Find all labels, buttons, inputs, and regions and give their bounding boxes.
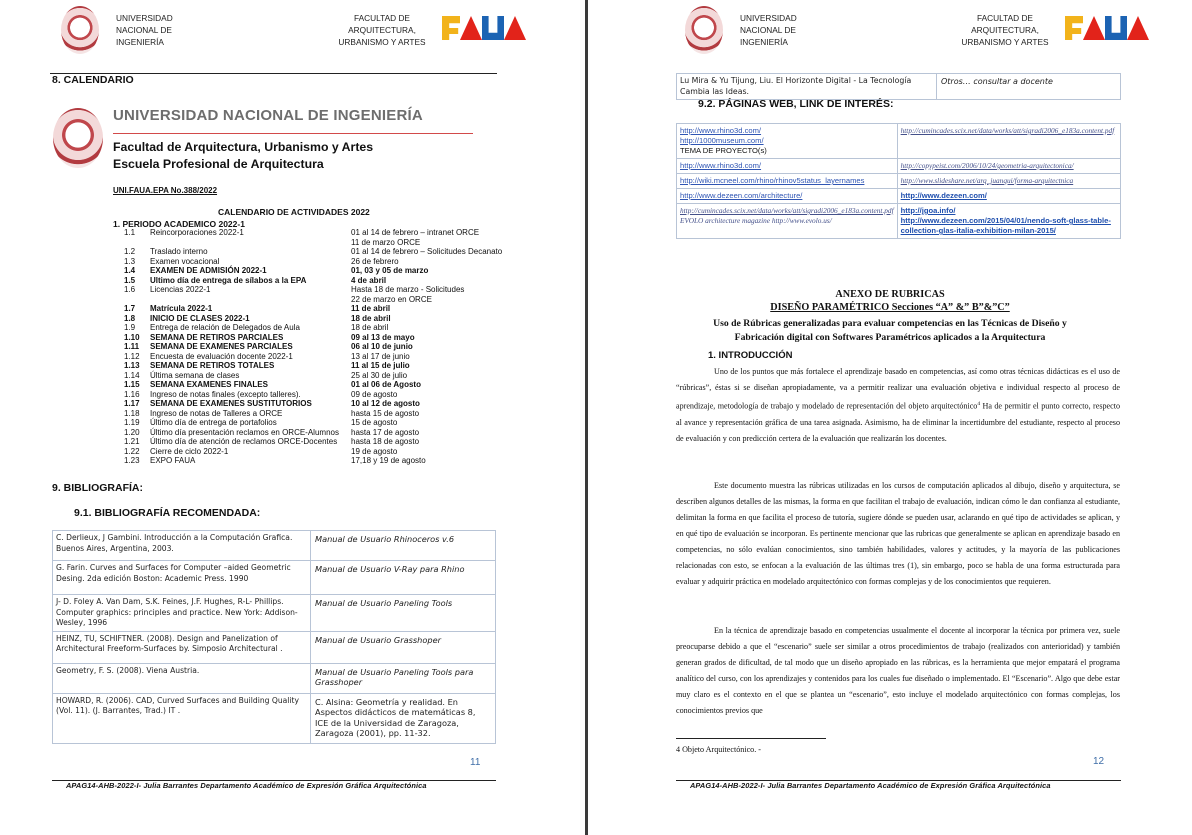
calendar-row-date: 15 de agosto (351, 418, 398, 427)
calendar-row (124, 352, 514, 362)
bibliography-manual: C. Alsina: Geometría y realidad. En Aspectos didácticos de matemáticas 8, ICE de la Universidad de Zaragoza, Zaragoza (2001), pp. 11-32. (311, 693, 496, 743)
calendar-row-number: 1.11 (124, 342, 140, 351)
web-link[interactable]: http://cumincades.scix.net/data/works/att/sigradi2006_e183a.content.pdf (900, 126, 1115, 135)
calendar-row-number: 1.10 (124, 332, 140, 342)
calendar-row-activity: Reincorporaciones 2022-1 (150, 228, 244, 237)
calendar-row-date: 01 al 14 de febrero – Solicitudes Decanato (351, 247, 503, 256)
section-web-links-heading: 9.2. PÁGINAS WEB, LINK DE INTERÉS: (698, 98, 894, 110)
calendar-row-number: 1.9 (124, 323, 136, 332)
calendar-row-activity: Encuesta de evaluación docente 2022-1 (150, 351, 293, 361)
header-university-line: INGENIERÍA (740, 37, 788, 47)
bibliography-entry: HEINZ, TU, SCHIFTNER. (2008). Design and Panelization of Architectural Freeform-Surfaces by. Simposio Architectural . (53, 631, 311, 663)
footnote-marker: 4 (977, 401, 981, 407)
header-university (740, 12, 797, 48)
calendar-row (124, 437, 514, 447)
calendar-row (124, 418, 514, 428)
page-12 (588, 0, 1192, 835)
annex-description-line: Fabricación digital con Softwares Paramétricos aplicados a la Arquitectura (734, 332, 1046, 343)
link-cell (897, 189, 1120, 204)
page-footer: APAG14-AHB-2022-I- Julia Barrantes Departamento Académico de Expresión Gráfica Arquitectónica (66, 781, 427, 790)
page-number: 12 (1093, 756, 1105, 767)
link-cell (677, 124, 898, 159)
faua-logo (442, 16, 528, 40)
section-bibliography-heading: 9. BIBLIOGRAFÍA: (52, 482, 143, 494)
calendar-row (124, 257, 514, 267)
intro-paragraph-1 (676, 364, 1120, 447)
uni-seal-logo (61, 6, 99, 54)
calendar-row-activity: Último día de entrega de portafolios (150, 418, 277, 427)
calendar-row (124, 390, 514, 400)
table-row (53, 693, 496, 743)
calendar-title: CALENDARIO DE ACTIVIDADES 2022 (218, 207, 370, 217)
calendar-row (124, 342, 514, 352)
calendar-row-number: 1.20 (124, 427, 140, 437)
calendar-university-title: UNIVERSIDAD NACIONAL DE INGENIERÍA (113, 107, 423, 124)
calendar-row (124, 228, 514, 238)
web-link[interactable]: http://jgoa.info/ (900, 206, 956, 215)
calendar-row-number: 1.8 (124, 313, 136, 323)
table-row (53, 595, 496, 632)
calendar-row-activity: Ultimo día de entrega de sílabos a la EPA (150, 275, 307, 285)
calendar-row (124, 447, 514, 457)
web-link[interactable]: http://www.rhino3d.com/ (680, 126, 762, 135)
annex-subtitle: DISEÑO PARAMÉTRICO Secciones “A” &” B”&”C” (770, 302, 1010, 313)
calendar-row-activity: SEMANA DE EXAMENES PARCIALES (150, 342, 293, 351)
calendar-row-date: 09 al 13 de mayo (351, 332, 415, 342)
calendar-row (124, 314, 514, 324)
web-link[interactable]: http://copypeist.com/2006/10/24/geometria-arquitectonica/ (900, 161, 1074, 170)
intro-paragraph-2 (676, 478, 1120, 590)
header-university (116, 12, 173, 48)
calendar-row-number: 1.23 (124, 456, 140, 465)
calendar-row-date: hasta 15 de agosto (351, 408, 420, 418)
link-cell (677, 204, 898, 239)
calendar-row (124, 399, 514, 409)
table-row (677, 159, 1121, 174)
calendar-row-activity: SEMANA DE EXAMENES SUSTITUTORIOS (150, 399, 312, 408)
calendar-row-activity: INICIO DE CLASES 2022-1 (150, 313, 250, 323)
table-row (53, 561, 496, 595)
calendar-row-date: 18 de abril (351, 313, 391, 323)
link-cell (677, 159, 898, 174)
paragraph-text: Ha de permitir el punto correcto, respecto al avance y representación gráfica de una tarea asignada. Asimismo, ha de eliminar la incertidumbre del estudiante, respecto al proceso de evaluación y con predicción certera de la evaluación que realizarán los docentes. (676, 401, 1120, 443)
calendar-faculty: Facultad de Arquitectura, Urbanismo y Artes (113, 140, 374, 154)
calendar-row-date: 01 al 06 de Agosto (351, 380, 421, 389)
calendar-row (124, 333, 514, 343)
calendar-row-number: 1.19 (124, 418, 140, 427)
calendar-resolution-number: UNI.FAUA.EPA No.388/2022 (113, 186, 218, 195)
calendar-row-activity: Matrícula 2022-1 (150, 304, 213, 313)
bibliography-table (52, 530, 496, 744)
calendar-row-date: 19 de agosto (351, 446, 398, 456)
bibliography-entry: HOWARD, R. (2006). CAD, Curved Surfaces and Building Quality (Vol. 11). (J. Barrantes, Trad.) IT . (53, 693, 311, 743)
bibliography-manual: Manual de Usuario V-Ray para Rhino (311, 561, 496, 595)
faua-logo (1065, 16, 1151, 40)
calendar-row (124, 409, 514, 419)
link-cell (897, 159, 1120, 174)
calendar-row-date: 01 al 14 de febrero – intranet ORCE (351, 228, 480, 237)
calendar-row-activity: Cierre de ciclo 2022-1 (150, 446, 229, 456)
calendar-row-date: 17,18 y 19 de agosto (351, 456, 426, 465)
web-link[interactable]: http://1000museum.com/ (680, 136, 764, 145)
page-11 (0, 0, 585, 835)
calendar-row-date: 11 al 15 de julio (351, 361, 410, 370)
calendar-row-number: 1.21 (124, 437, 140, 446)
calendar-row-activity: Traslado interno (150, 247, 208, 256)
web-link[interactable]: http://cumincades.scix.net/data/works/att/sigradi2006_e183a.content.pdf (680, 206, 894, 215)
table-row (677, 204, 1121, 239)
paragraph-text: Este documento muestra las rúbricas utilizadas en los cursos de computación aplicados al dibujo, diseño y arquitectura, se describen algunos detalles de las mismas, la forma en que facilitan el trabajo de evaluación, indican cómo le dan confianza al estudiante, delimitan la forma en que facilita el proceso de tutoría, sugiere dónde se pueden usar, aclarando en qué tipo de actividades se aplican, y en qué tipo de evaluación se incorporan. Es pertinente mencionar que las rubricas que generalmente se aplican en aprendizaje basado en competencias, no sólo evalúan conocimientos, sino también habilidades, valores y actitudes, y la mayoría de las publicaciones relacionadas con esto, se enfocan a la evaluación de las últimas tres (1), sin embargo, poco se habla de una forma estructurada para evaluar y adquirir práctica en modelado arquitectónico con formas complejas y de los conocimientos que requieren. (676, 481, 1120, 586)
calendar-row (124, 266, 514, 276)
calendar-row-number: 1.16 (124, 389, 140, 399)
calendar-row-number: 1.1 (124, 228, 136, 237)
calendar-row (124, 371, 514, 381)
page-footer: APAG14-AHB-2022-I- Julia Barrantes Departamento Académico de Expresión Gráfica Arquitectónica (690, 781, 1051, 790)
intro-paragraph-3 (676, 623, 1120, 719)
calendar-row-number: 1.14 (124, 370, 140, 380)
uni-seal-logo-large (53, 108, 103, 168)
link-cell (677, 189, 898, 204)
calendar-period: 1. PERIODO ACADEMICO 2022-1 (113, 219, 245, 229)
section-calendar-heading: 8. CALENDARIO (52, 74, 134, 86)
web-link[interactable]: http://www.slideshare.net/arq_juanqui/forma-arquitectnica (900, 176, 1074, 185)
bibliography-continued-table (676, 73, 1121, 100)
header-faculty-line: ARQUITECTURA, (348, 25, 416, 35)
link-cell (677, 174, 898, 189)
link-cell (897, 174, 1120, 189)
calendar-row-number: 1.7 (124, 304, 136, 313)
calendar-row-number: 1.13 (124, 361, 140, 370)
calendar-row (124, 295, 514, 305)
calendar-row-number: 1.15 (124, 380, 140, 389)
header-faculty (327, 12, 437, 48)
header-faculty-line: FACULTAD DE (354, 13, 410, 23)
web-link[interactable]: http://www.dezeen.com/2015/04/01/nendo-soft-glass-table-collection-glas-italia-exhibition-milan-2015/ (900, 216, 1111, 235)
calendar-row-activity: SEMANA DE RETIROS PARCIALES (150, 332, 284, 342)
header-university-line: INGENIERÍA (116, 37, 164, 47)
calendar-row-activity: SEMANA DE RETIROS TOTALES (150, 361, 275, 370)
calendar-row-date: 01, 03 y 05 de marzo (351, 266, 429, 275)
calendar-row (124, 380, 514, 390)
bibliography-entry: Lu Mira & Yu Tijung, Liu. El Horizonte Digital - La Tecnología Cambia las Ideas. (677, 74, 937, 100)
bibliography-entry: Geometry, F. S. (2008). Viena Austria. (53, 663, 311, 693)
calendar-row-date: 11 de abril (351, 304, 391, 313)
intro-heading: 1. INTRODUCCIÓN (708, 350, 793, 361)
calendar-row-date: 18 de abril (351, 323, 389, 332)
calendar-row-date: 25 al 30 de julio (351, 370, 408, 380)
calendar-row-date: 10 al 12 de agosto (351, 399, 420, 408)
page-number: 11 (470, 757, 481, 768)
paragraph-text: Uno de los puntos que más fortalece el aprendizaje basado en competencias, así como otras técnicas didácticas es el uso de “rúbricas”, éstas si se diseñan apropiadamente, va a permitir realizar una evaluación objetiva e individual respecto al proceso de aprendizaje, metodología de trabajo y modelado de representación del objeto arquitectónico (676, 367, 1120, 411)
header-faculty (950, 12, 1060, 48)
calendar-row (124, 238, 514, 248)
table-row (677, 74, 1121, 100)
calendar-row-activity: Examen vocacional (150, 256, 220, 266)
calendar-row-activity: Ingreso de notas de Talleres a ORCE (150, 408, 283, 418)
calendar-row-number: 1.6 (124, 285, 136, 294)
table-row (677, 174, 1121, 189)
uni-seal-logo (685, 6, 723, 54)
footnote: 4 Objeto Arquitectónico. - (676, 745, 761, 754)
calendar-row-number: 1.2 (124, 247, 136, 256)
calendar-row (124, 323, 514, 333)
calendar-row-number: 1.22 (124, 446, 140, 456)
web-link[interactable]: http://www.dezeen.com/architecture/ (680, 191, 803, 200)
calendar-row-number: 1.5 (124, 275, 136, 285)
calendar-row-date: 4 de abril (351, 275, 387, 285)
calendar-row-activity: Licencias 2022-1 (150, 285, 211, 294)
link-cell (897, 124, 1120, 159)
bibliography-entry: C. Derlieux, J Gambini. Introducción a la Computación Grafica. Buenos Aires, Argentina, 2003. (53, 531, 311, 561)
calendar-row (124, 304, 514, 314)
bibliography-manual: Manual de Usuario Paneling Tools (311, 595, 496, 632)
calendar-red-rule (113, 133, 473, 134)
calendar-school: Escuela Profesional de Arquitectura (113, 157, 324, 171)
footnote-rule (676, 738, 826, 739)
header-faculty-line: URBANISMO Y ARTES (338, 37, 426, 47)
calendar-row-number: 1.12 (124, 351, 140, 361)
calendar-row-date: 13 al 17 de junio (351, 351, 410, 361)
calendar-row (124, 276, 514, 286)
calendar-row-activity: Último día presentación reclamos en ORCE-Alumnos (150, 427, 339, 437)
table-row (53, 663, 496, 693)
header-university-line: NACIONAL DE (116, 25, 172, 35)
paragraph-text: En la técnica de aprendizaje basado en competencias usualmente el docente al incorporar la técnica por primera vez, suele preocuparse debido a que el “escenario” suele ser similar a otros procedimientos de trabajo (realizados con anterioridad) y también generan grados de dificultad, de tal modo que un diseño apropiado en las rúbricas, es la herramienta que mejor empatará el programa analítico del curso, con los aprendizajes y contenidos para los cuales fue diseñado o implementado. El “Escenario”. Algo que debe estar muy claro es el contexto en el que se plantea un “escenario”, esto incluye el modelado arquitectónico con formas complejas, los conocimientos previos que (676, 626, 1120, 715)
calendar-row-date: hasta 17 de agosto (351, 427, 420, 437)
calendar-row-number: 1.3 (124, 256, 136, 266)
calendar-row-date: 26 de febrero (351, 256, 399, 266)
table-row (677, 189, 1121, 204)
header-university-line: UNIVERSIDAD (740, 13, 797, 23)
section-recommended-bibliography-heading: 9.1. BIBLIOGRAFÍA RECOMENDADA: (74, 507, 261, 519)
header-faculty-line: URBANISMO Y ARTES (961, 37, 1049, 47)
web-links-table (676, 123, 1121, 239)
calendar-row-date: hasta 18 de agosto (351, 437, 420, 446)
calendar-activity-list (124, 228, 514, 466)
calendar-row-date: 06 al 10 de junio (351, 342, 413, 351)
header-university-line: UNIVERSIDAD (116, 13, 173, 23)
calendar-row-activity: SEMANA EXAMENES FINALES (150, 380, 268, 389)
calendar-row-activity: EXPO FAUA (150, 456, 196, 465)
bibliography-manual: Manual de Usuario Rhinoceros v.6 (311, 531, 496, 561)
table-row (677, 124, 1121, 159)
calendar-row-number: 1.17 (124, 399, 140, 408)
calendar-row (124, 428, 514, 438)
calendar-row-date: Hasta 18 de marzo - Solicitudes (351, 285, 465, 294)
bibliography-manual: Otros… consultar a docente (937, 74, 1121, 100)
web-link[interactable]: http://wiki.mcneel.com/rhino/rhinov5status_layernames (680, 176, 865, 185)
bibliography-entry: G. Farin. Curves and Surfaces for Computer –aided Geometric Desing. 2da edición Boston: Academic Press. 1990 (53, 561, 311, 595)
web-link[interactable]: http://www.rhino3d.com/ (680, 161, 762, 170)
calendar-row-date: 09 de agosto (351, 389, 398, 399)
calendar-row-activity: Último día de atención de reclamos ORCE-Docentes (150, 437, 338, 446)
calendar-row-number: 1.18 (124, 408, 140, 418)
link-note: TEMA DE PROYECTO(s) (680, 146, 767, 155)
link-note: EVOLO architecture magazine http://www.evolo.us/ (680, 216, 832, 225)
table-row (53, 531, 496, 561)
calendar-row-date: 22 de marzo en ORCE (351, 294, 432, 304)
calendar-row (124, 247, 514, 257)
bibliography-manual: Manual de Usuario Grasshoper (311, 631, 496, 663)
bibliography-manual: Manual de Usuario Paneling Tools para Grasshoper (311, 663, 496, 693)
calendar-row-activity: EXAMEN DE ADMISIÓN 2022-1 (150, 266, 267, 275)
header-faculty-line: FACULTAD DE (977, 13, 1033, 23)
bibliography-entry: J- D. Foley A. Van Dam, S.K. Feines, J.F. Hughes, R-L- Phillips. Computer graphics: principles and practice. New York: Addison-Wesley, 1996 (53, 595, 311, 632)
calendar-row-activity: Última semana de clases (150, 370, 240, 380)
web-link[interactable]: http://www.dezeen.com/ (900, 191, 987, 200)
calendar-row (124, 456, 514, 466)
link-cell (897, 204, 1120, 239)
annex-description-line: Uso de Rúbricas generalizadas para evaluar competencias en las Técnicas de Diseño y (713, 318, 1067, 329)
header-university-line: NACIONAL DE (740, 25, 796, 35)
table-row (53, 631, 496, 663)
annex-title: ANEXO DE RUBRICAS (835, 289, 945, 300)
header-faculty-line: ARQUITECTURA, (971, 25, 1039, 35)
calendar-row-date: 11 de marzo ORCE (351, 237, 421, 247)
calendar-row (124, 361, 514, 371)
calendar-row-activity: Ingreso de notas finales (excepto talleres). (150, 389, 301, 399)
calendar-row-number: 1.4 (124, 266, 136, 275)
calendar-row-activity: Entrega de relación de Delegados de Aula (150, 323, 300, 332)
calendar-row (124, 285, 514, 295)
